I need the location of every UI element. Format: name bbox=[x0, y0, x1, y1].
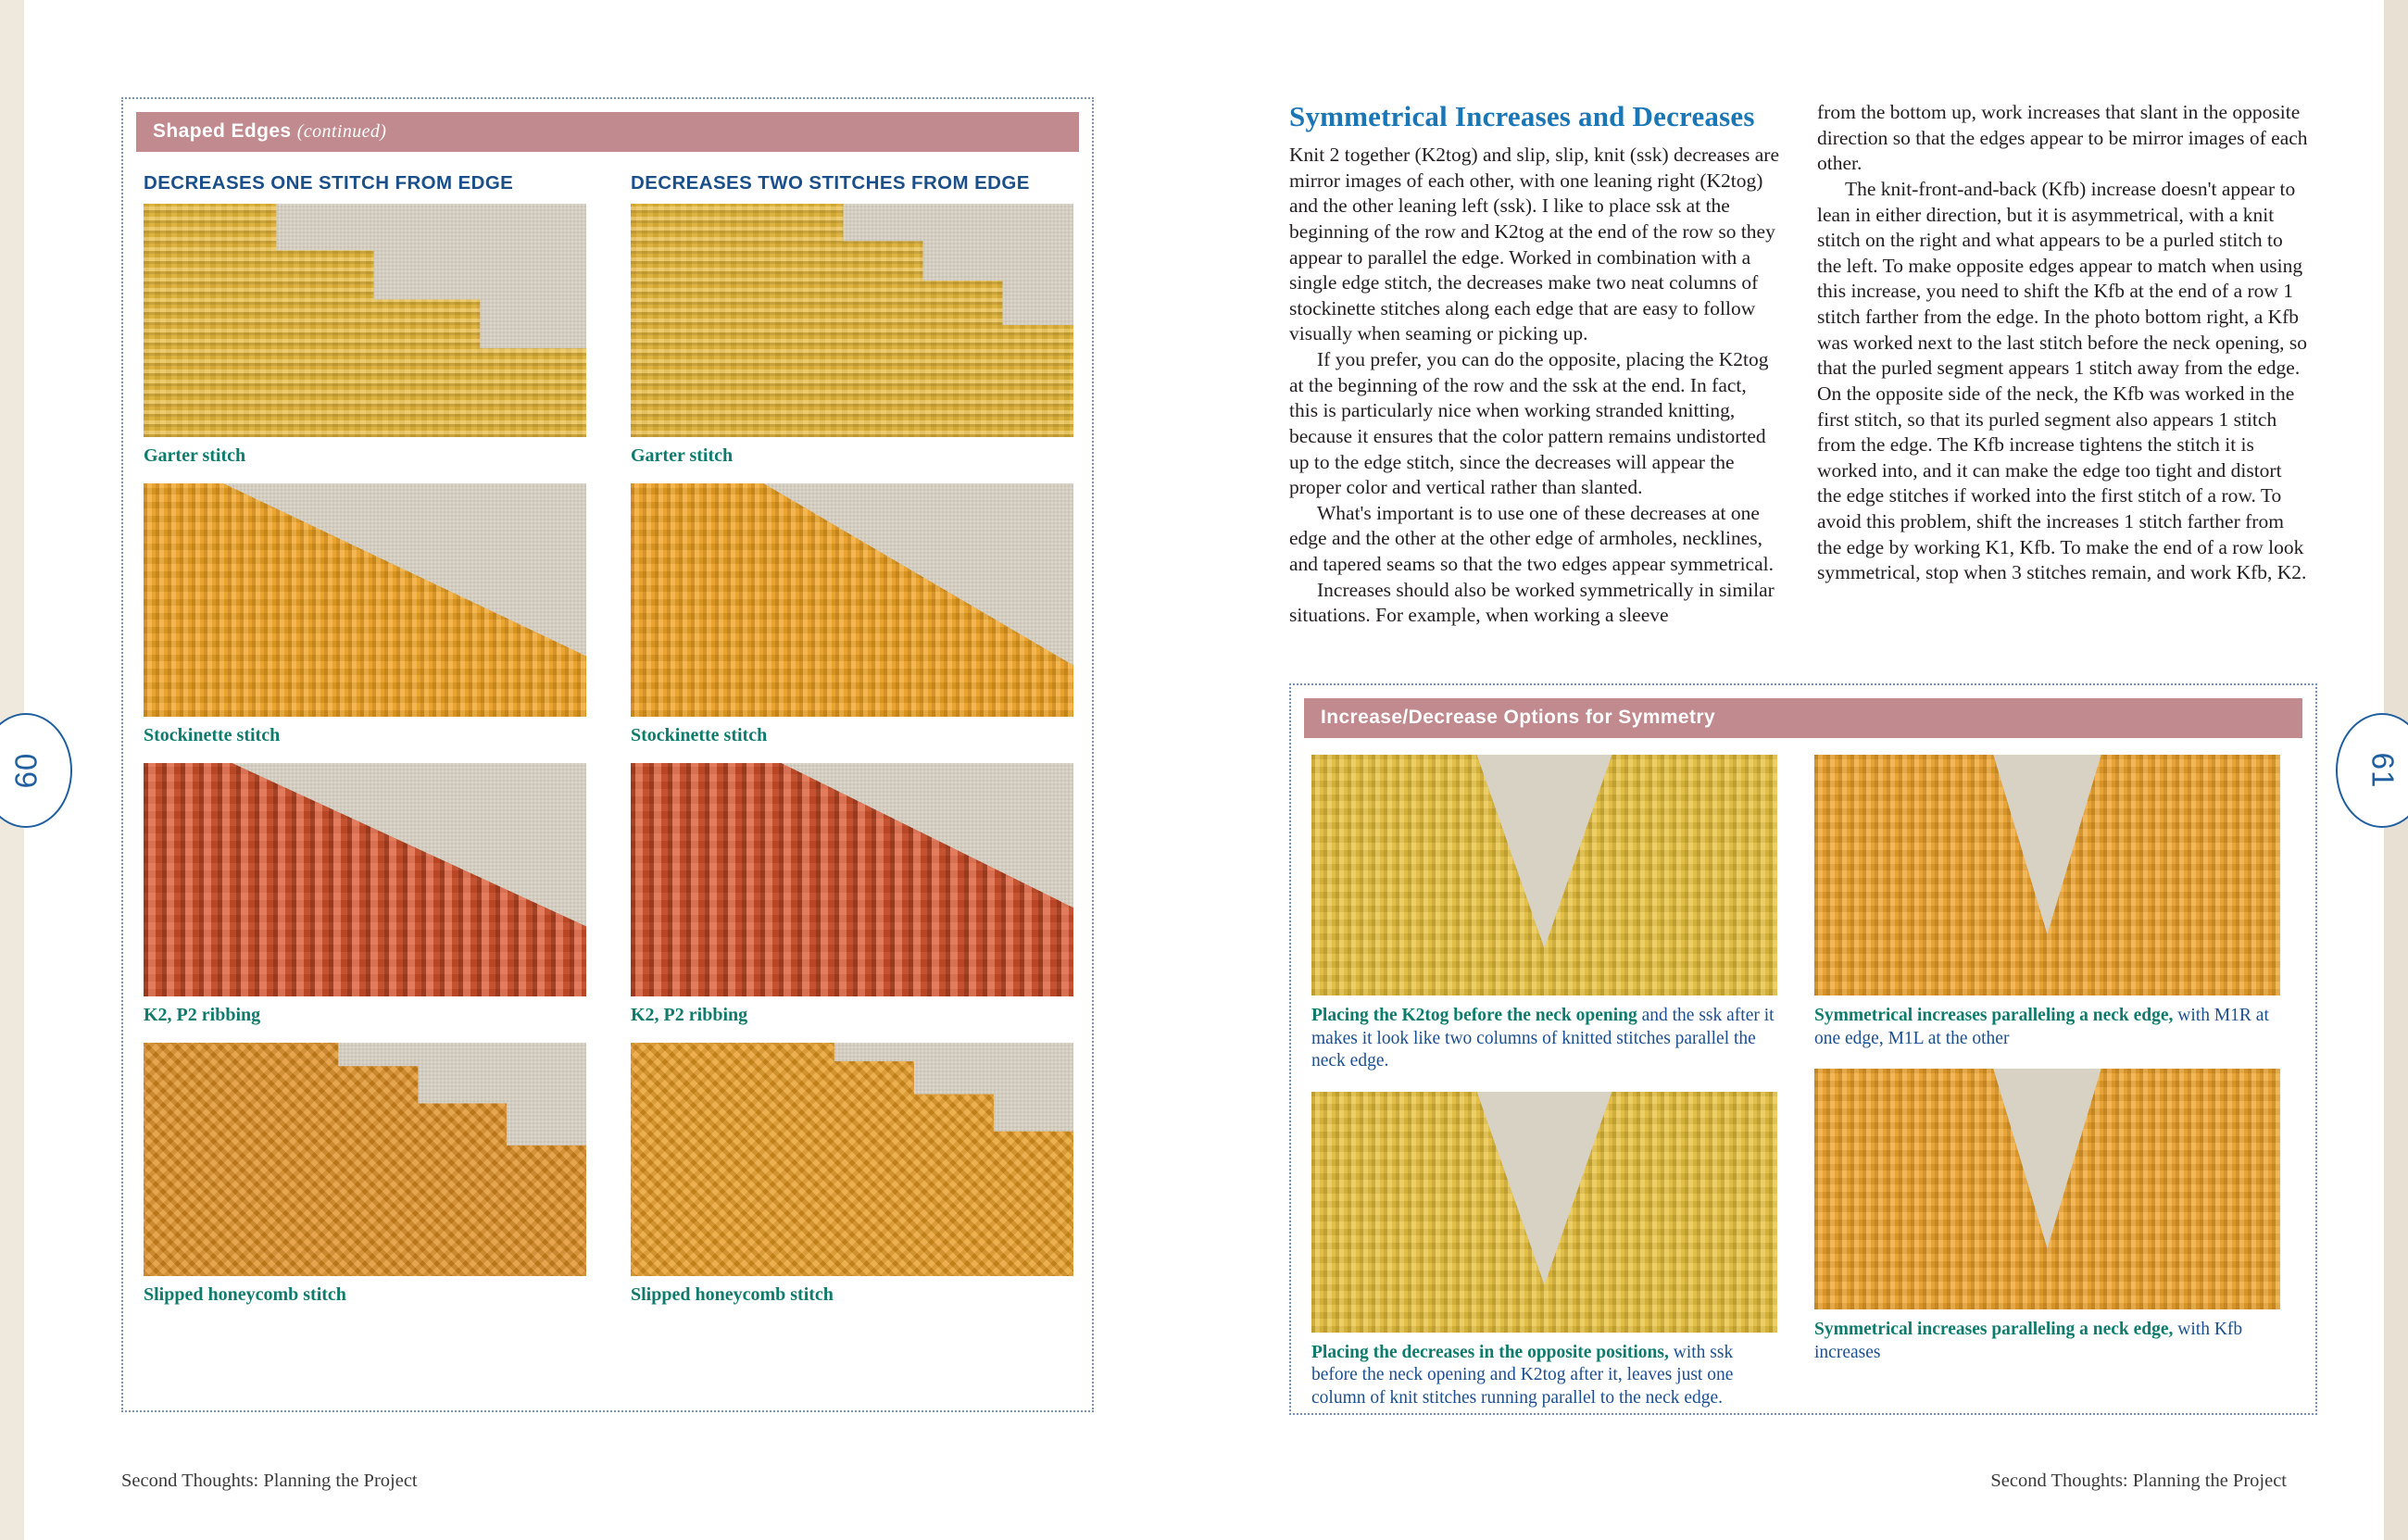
text-column-2 bbox=[1817, 100, 2308, 629]
swatch-photo-stockinette-1 bbox=[144, 483, 586, 717]
swatch-caption: K2, P2 ribbing bbox=[631, 1005, 748, 1025]
figure-caption-rest: with M1R at one edge, M1L at the other bbox=[1814, 1006, 2269, 1048]
figure-caption-rest: and the ssk after it makes it look like two columns of knitted stitches parallel the neck edge. bbox=[1311, 1006, 1775, 1071]
figure-caption bbox=[1311, 1005, 1777, 1073]
figure-caption-bold: Symmetrical increases paralleling a neck edge, bbox=[1814, 1320, 2174, 1340]
swatch-block bbox=[144, 763, 586, 1026]
figure-caption-bold: Placing the decreases in the opposite positions, bbox=[1311, 1342, 1669, 1362]
swatch-caption: Stockinette stitch bbox=[144, 725, 281, 745]
swatch-caption: Garter stitch bbox=[144, 445, 246, 466]
page-number-right-value: 61 bbox=[2365, 752, 2400, 789]
shaped-edges-band bbox=[136, 112, 1079, 152]
swatch-caption: Garter stitch bbox=[631, 445, 734, 466]
page-number-left bbox=[0, 713, 72, 828]
swatch-block bbox=[144, 1043, 586, 1306]
symmetry-figure-grid bbox=[1311, 755, 2302, 1428]
column-heading-two-stitches: DECREASES TWO STITCHES FROM EDGE bbox=[631, 172, 1030, 194]
paragraph: If you prefer, you can do the opposite, placing the K2tog at the beginning of the row and the ssk at the end. In fact, this is particularly nice when working stranded knitting, because it ensures that the color pattern remains undistorted up to the edge stitch, since the decreases will appear the proper color and vertical rather than slanted. bbox=[1289, 348, 1769, 499]
page-number-right bbox=[2336, 713, 2408, 828]
swatch-photo-ribbing-1 bbox=[144, 763, 586, 996]
text-column-1 bbox=[1289, 100, 1780, 629]
swatch-block bbox=[631, 483, 1073, 746]
figure-caption-rest: with Kfb increases bbox=[1814, 1320, 2243, 1362]
left-page bbox=[8, 0, 1204, 1540]
swatch-photo-garter-1 bbox=[144, 204, 586, 437]
figure bbox=[1814, 755, 2280, 1050]
shaped-edges-band-continued: (continued) bbox=[296, 121, 387, 142]
paragraph: from the bottom up, work increases that slant in the opposite direction so that the edges appear to be mirror images of each other. bbox=[1817, 101, 2308, 175]
figure-photo-k2tog-before-neck bbox=[1311, 755, 1777, 995]
figure bbox=[1311, 1092, 1777, 1410]
symmetry-band-title: Increase/Decrease Options for Symmetry bbox=[1321, 707, 1716, 728]
swatch-block bbox=[144, 483, 586, 746]
shaped-edges-band-title: Shaped Edges bbox=[153, 120, 292, 142]
paragraph: What's important is to use one of these decreases at one edge and the other at the other edge of armholes, necklines, and tapered seams so that the two edges appear symmetrical. bbox=[1289, 501, 1774, 575]
column-headings bbox=[144, 172, 1079, 194]
swatch-caption: Slipped honeycomb stitch bbox=[631, 1284, 834, 1305]
swatch-block bbox=[631, 763, 1073, 1026]
swatch-caption: K2, P2 ribbing bbox=[144, 1005, 261, 1025]
figure-caption bbox=[1814, 1005, 2280, 1050]
swatch-photo-stockinette-2 bbox=[631, 483, 1073, 717]
swatch-photo-ribbing-2 bbox=[631, 763, 1073, 996]
swatch-grid bbox=[144, 204, 1079, 1322]
footer-left: Second Thoughts: Planning the Project bbox=[121, 1471, 418, 1491]
swatch-caption: Stockinette stitch bbox=[631, 725, 768, 745]
figure-caption-bold: Placing the K2tog before the neck opening bbox=[1311, 1006, 1637, 1025]
swatch-column-two-stitches bbox=[631, 204, 1073, 1322]
paragraph: Knit 2 together (K2tog) and slip, slip, knit (ssk) decreases are mirror images of each other, with one leaning right (K2tog) and the other leaning left (ssk). I like to place ssk at the beginning of the row and K2tog at the end of the row so they appear to parallel the edge. Worked in combination with a single edge stitch, the decreases make two neat columns of stockinette stitches along each edge that are easy to follow visually when seaming or picking up. bbox=[1289, 144, 1780, 345]
shaped-edges-panel bbox=[121, 97, 1094, 1412]
section-title: Symmetrical Increases and Decreases bbox=[1289, 100, 1755, 132]
figure-caption-bold: Symmetrical increases paralleling a neck edge, bbox=[1814, 1006, 2174, 1025]
figure-photo-m1r-m1l bbox=[1814, 755, 2280, 995]
swatch-photo-garter-2 bbox=[631, 204, 1073, 437]
paragraph: Increases should also be worked symmetrically in similar situations. For example, when working a sleeve bbox=[1289, 578, 1775, 627]
symmetry-column-left bbox=[1311, 755, 1777, 1428]
symmetry-column-right bbox=[1814, 755, 2280, 1428]
figure-caption bbox=[1311, 1342, 1777, 1410]
swatch-block bbox=[631, 204, 1073, 467]
paragraph: The knit-front-and-back (Kfb) increase doesn't appear to lean in either direction, but it is asymmetrical, with a knit stitch on the right and what appears to be a purled stitch to the left. To make opposite edges appear to match when using this increase, you need to shift the Kfb at the end of a row 1 stitch farther from the edge. In the photo bottom right, a Kfb was worked next to the last stitch before the neck opening, so that the purled segment appears 1 stitch away from the edge. On the opposite side of the neck, the Kfb was worked in the first stitch, so that its purled segment also appears 1 stitch from the edge. The Kfb increase tightens the stitch it is worked into, and it can make the edge too tight and distort the edge stitches if worked into the first stitch of a row. To avoid this problem, shift the increases 1 stitch farther from the edge by working K1, Kfb. To make the end of a row look symmetrical, stop when 3 stitches remain, and work Kfb, K2. bbox=[1817, 177, 2307, 584]
figure-caption bbox=[1814, 1319, 2280, 1364]
article-text bbox=[1289, 100, 2308, 629]
swatch-block bbox=[631, 1043, 1073, 1306]
footer-right: Second Thoughts: Planning the Project bbox=[1990, 1471, 2287, 1491]
swatch-column-one-stitch bbox=[144, 204, 586, 1322]
book-spread bbox=[8, 0, 2400, 1540]
page-number-left-value: 60 bbox=[8, 752, 43, 789]
right-page bbox=[1204, 0, 2400, 1540]
symmetry-band bbox=[1304, 698, 2302, 738]
swatch-photo-honeycomb-2 bbox=[631, 1043, 1073, 1276]
swatch-photo-honeycomb-1 bbox=[144, 1043, 586, 1276]
swatch-caption: Slipped honeycomb stitch bbox=[144, 1284, 346, 1305]
symmetry-options-panel bbox=[1289, 683, 2317, 1415]
figure-photo-decreases-opposite bbox=[1311, 1092, 1777, 1333]
figure bbox=[1814, 1069, 2280, 1364]
figure bbox=[1311, 755, 1777, 1073]
figure-photo-kfb-increases bbox=[1814, 1069, 2280, 1309]
figure-caption-rest: with ssk before the neck opening and K2tog after it, leaves just one column of knit stitches running parallel to the neck edge. bbox=[1311, 1342, 1734, 1408]
column-heading-one-stitch: DECREASES ONE STITCH FROM EDGE bbox=[144, 172, 514, 194]
swatch-block bbox=[144, 204, 586, 467]
